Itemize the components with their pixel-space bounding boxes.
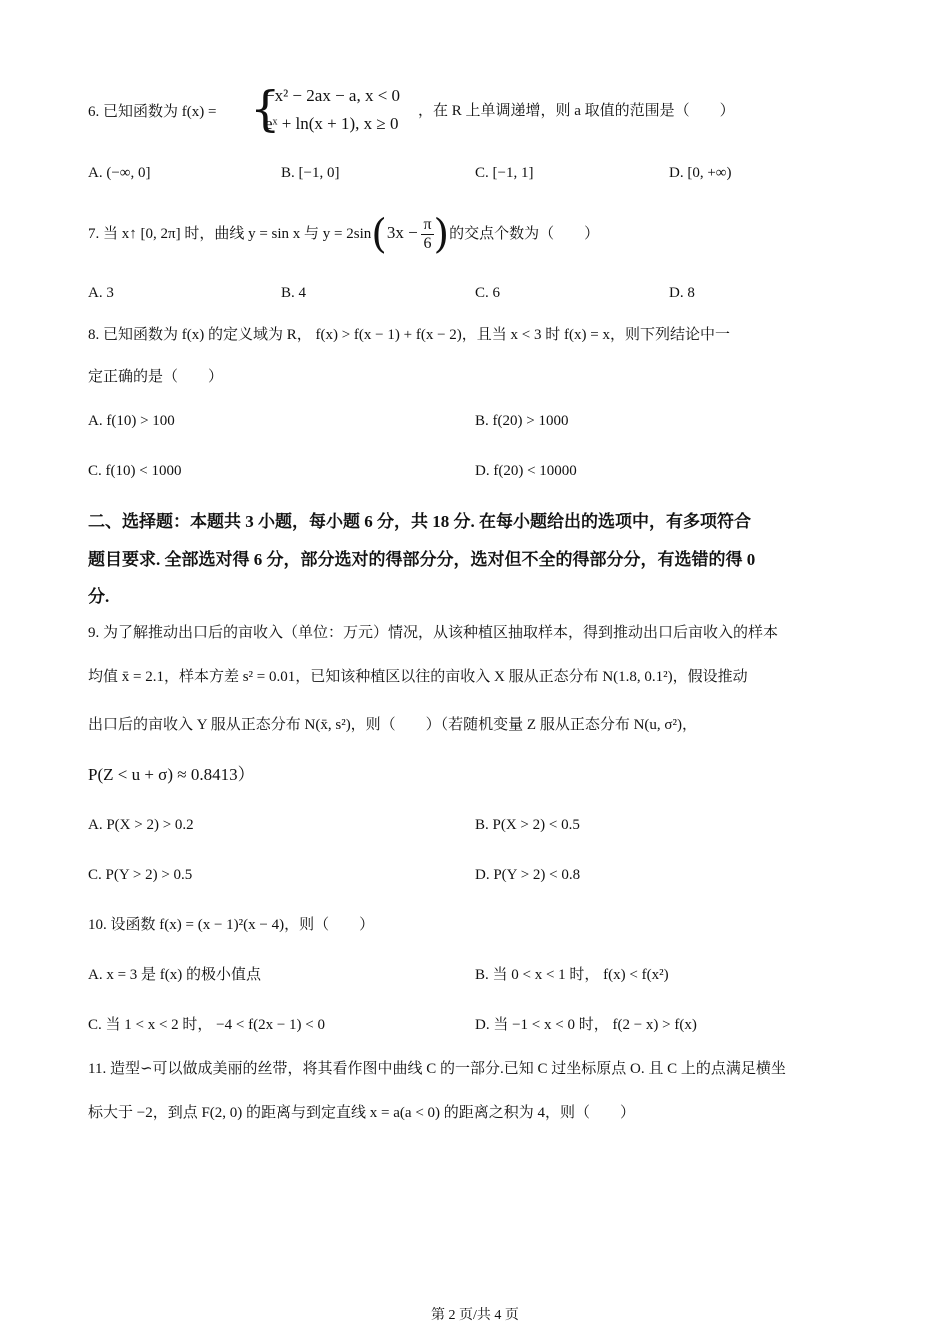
q6-prefix: 6. 已知函数为 f(x) = bbox=[88, 104, 217, 120]
q7-paren-left: ( bbox=[371, 211, 387, 258]
q10-option-a: A. x = 3 是 f(x) 的极小值点 bbox=[88, 967, 262, 983]
section2-line-1: 二、选择题：本题共 3 小题，每小题 6 分，共 18 分. 在每小题给出的选项中，有多项符合 bbox=[88, 512, 751, 531]
q10-option-d: D. 当 −1 < x < 0 时， f(2 − x) > f(x) bbox=[475, 1017, 697, 1033]
q9-line-2: 均值 x̄ = 2.1，样本方差 s² = 0.01，已知该种植区以往的亩收入 X 服从正态分布 N(1.8, 0.1²)，假设推动 bbox=[88, 669, 748, 685]
q7-option-a: A. 3 bbox=[88, 285, 114, 301]
q8-option-b: B. f(20) > 1000 bbox=[475, 413, 569, 429]
q7-prefix: 7. 当 x↑ [0, 2π] 时，曲线 y = sin x 与 y = 2sin bbox=[88, 225, 372, 242]
q8-option-c: C. f(10) < 1000 bbox=[88, 463, 182, 479]
q9-option-d: D. P(Y > 2) < 0.8 bbox=[475, 867, 581, 883]
q11-line-2: 标大于 −2，到点 F(2, 0) 的距离与到定直线 x = a(a < 0) 的距离之积为 4，则（ ） bbox=[88, 1105, 636, 1121]
q7-suffix: 的交点个数为（ ） bbox=[449, 225, 600, 242]
q6-option-d: D. [0, +∞) bbox=[669, 165, 732, 181]
q10-option-b: B. 当 0 < x < 1 时， f(x) < f(x²) bbox=[475, 967, 669, 983]
q8-option-d: D. f(20) < 10000 bbox=[475, 463, 577, 479]
q7-frac-den: 6 bbox=[423, 235, 432, 252]
q10-line-1: 10. 设函数 f(x) = (x − 1)²(x − 4)，则（ ） bbox=[88, 917, 375, 933]
q6-option-b: B. [−1, 0] bbox=[281, 165, 340, 181]
q6-case2: eˣ + ln(x + 1), x ≥ 0 bbox=[265, 114, 399, 133]
q6-brace: { bbox=[250, 81, 281, 137]
q7-option-d: D. 8 bbox=[669, 285, 695, 301]
q9-line-1: 9. 为了解推动出口后的亩收入（单位：万元）情况，从该种植区抽取样本，得到推动出口后亩收入的样本 bbox=[88, 625, 779, 641]
q6-suffix: ，在 R 上单调递增，则 a 取值的范围是（ ） bbox=[418, 103, 735, 119]
q6-case1: −x² − 2ax − a, x < 0 bbox=[265, 86, 401, 105]
q9-option-a: A. P(X > 2) > 0.2 bbox=[88, 817, 194, 833]
q8-option-a: A. f(10) > 100 bbox=[88, 413, 175, 429]
q7-paren-right: ) bbox=[433, 211, 450, 258]
q9-line-4: P(Z < u + σ) ≈ 0.8413） bbox=[88, 765, 255, 784]
q7-line bbox=[88, 211, 600, 258]
q6-option-c: C. [−1, 1] bbox=[475, 165, 534, 181]
q8-line-1: 8. 已知函数为 f(x) 的定义域为 R， f(x) > f(x − 1) + f(x − 2)，且当 x < 3 时 f(x) = x，则下列结论中一 bbox=[88, 327, 730, 343]
q7-fraction bbox=[421, 216, 433, 253]
q9-option-c: C. P(Y > 2) > 0.5 bbox=[88, 867, 193, 883]
q7-option-b: B. 4 bbox=[281, 285, 307, 301]
q7-frac-num: π bbox=[423, 216, 432, 233]
section2-line-3: 分. bbox=[88, 587, 110, 606]
q6-option-a: A. (−∞, 0] bbox=[88, 165, 151, 181]
q8-line-2: 定正确的是（ ） bbox=[88, 369, 224, 385]
q11-line-1: 11. 造型∽可以做成美丽的丝带，将其看作图中曲线 C 的一部分.已知 C 过坐标原点 O. 且 C 上的点满足横坐 bbox=[88, 1061, 786, 1077]
section2-line-2: 题目要求. 全部选对得 6 分，部分选对的得部分分，选对但不全的得部分分，有选错的得 0 bbox=[88, 550, 756, 569]
q9-option-b: B. P(X > 2) < 0.5 bbox=[475, 817, 580, 833]
q9-line-3: 出口后的亩收入 Y 服从正态分布 N(x̄, s²)，则（ ）（若随机变量 Z 服从正态分布 N(u, σ²)， bbox=[88, 717, 698, 733]
page-footer: 第 2 页/共 4 页 bbox=[431, 1308, 519, 1323]
q10-option-c: C. 当 1 < x < 2 时， −4 < f(2x − 1) < 0 bbox=[88, 1017, 325, 1033]
q7-option-c: C. 6 bbox=[475, 285, 501, 301]
q7-inner: 3x − bbox=[386, 222, 418, 242]
